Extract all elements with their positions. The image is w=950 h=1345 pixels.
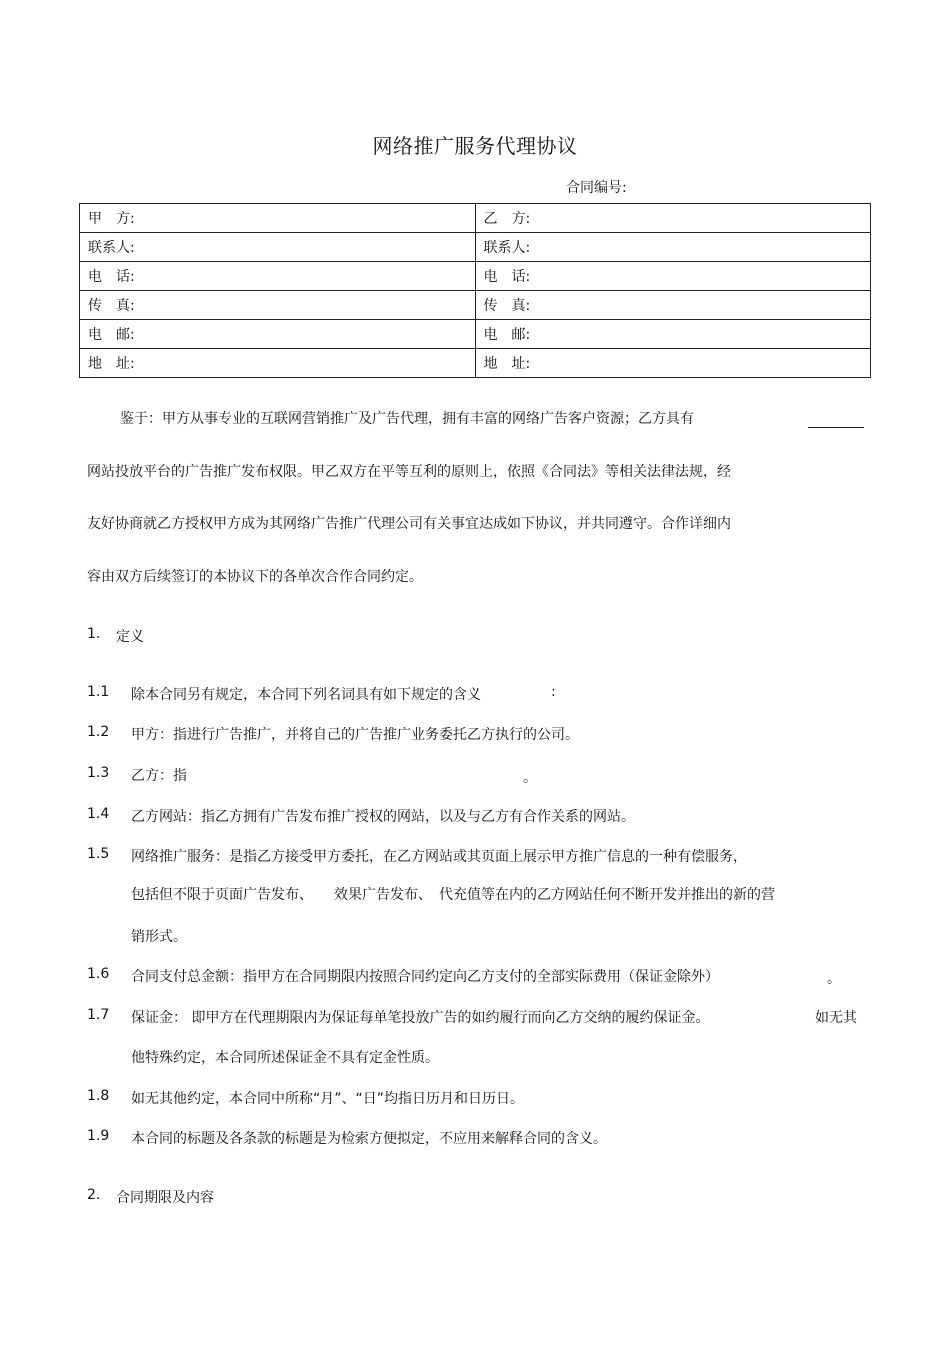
clause-tail: 。 — [523, 770, 537, 786]
clause-text: 如无其他约定，本合同中所称“月”、“日”均指日历月和日历日。 — [131, 1091, 525, 1107]
party-a-address: 地 址: — [80, 349, 476, 378]
clause-text: 甲方：指进行广告推广，并将自己的广告推广业务委托乙方执行的公司。 — [131, 727, 579, 743]
preamble-line: 友好协商就乙方授权甲方成为其网络广告推广代理公司有关事宜达成如下协议，并共同遵守。合作详细内 — [87, 516, 731, 532]
clause-text: 合同支付总金额：指甲方在合同期限内按照合同约定向乙方支付的全部实际费用（保证金除外） — [131, 969, 719, 985]
clause-number: 1.8 — [87, 1088, 110, 1104]
clause-continuation: 包括但不限于页面广告发布、 效果广告发布、 代充值等在内的乙方网站任何不断开发并推出的新的营 — [131, 887, 775, 903]
party-b-name: 乙 方: — [475, 204, 871, 233]
table-row — [80, 204, 871, 233]
clause-number: 1.1 — [87, 684, 110, 700]
clause-text: 除本合同另有规定，本合同下列名词具有如下规定的含义 — [131, 687, 481, 703]
party-b-fax: 传 真: — [475, 291, 871, 320]
clause-tail: : — [551, 684, 556, 700]
clause-text: 本合同的标题及各条款的标题是为检索方便拟定，不应用来解释合同的含义。 — [131, 1131, 607, 1147]
party-a-email: 电 邮: — [80, 320, 476, 349]
table-row — [80, 320, 871, 349]
clause-continuation: 销形式。 — [131, 929, 187, 945]
section-heading: 合同期限及内容 — [116, 1190, 214, 1206]
clause-number: 1.6 — [87, 966, 110, 982]
clause-number: 1.7 — [87, 1007, 110, 1023]
clause-text: 网络推广服务：是指乙方接受甲方委托，在乙方网站或其页面上展示甲方推广信息的一种有偿服务， — [131, 849, 747, 865]
clause-number: 1.5 — [87, 846, 110, 862]
clause-number: 1.2 — [87, 724, 110, 740]
section-number: 1. — [87, 626, 101, 642]
clause-number: 1.4 — [87, 806, 110, 822]
party-b-email: 电 邮: — [475, 320, 871, 349]
party-b-contact: 联系人: — [475, 233, 871, 262]
section-number: 2. — [87, 1187, 101, 1203]
blank-underline — [808, 426, 864, 428]
clause-text: 乙方：指 — [131, 768, 187, 784]
clause-text: 乙方网站：指乙方拥有广告发布推广授权的网站，以及与乙方有合作关系的网站。 — [131, 809, 635, 825]
document-title: 网络推广服务代理协议 — [372, 134, 578, 158]
parties-table — [79, 203, 871, 378]
clause-tail: 。 — [827, 971, 841, 987]
preamble-line: 容由双方后续签订的本协议下的各单次合作合同约定。 — [87, 569, 423, 585]
clause-number: 1.3 — [87, 765, 110, 781]
clause-tail: 如无其 — [815, 1010, 857, 1026]
clause-number: 1.9 — [87, 1128, 110, 1144]
section-heading: 定义 — [116, 629, 144, 645]
table-row — [80, 233, 871, 262]
contract-number-label: 合同编号: — [566, 180, 627, 196]
party-a-phone: 电 话: — [80, 262, 476, 291]
party-a-fax: 传 真: — [80, 291, 476, 320]
clause-text: 保证金： 即甲方在代理期限内为保证每单笔投放广告的如约履行而向乙方交纳的履约保证金。 — [131, 1010, 710, 1026]
clause-continuation: 他特殊约定，本合同所述保证金不具有定金性质。 — [131, 1050, 439, 1066]
party-b-address: 地 址: — [475, 349, 871, 378]
preamble-line: 鉴于：甲方从事专业的互联网营销推广及广告代理，拥有丰富的网络广告客户资源；乙方具有 — [120, 411, 694, 427]
table-row — [80, 262, 871, 291]
party-a-name: 甲 方: — [80, 204, 476, 233]
table-row — [80, 349, 871, 378]
party-a-contact: 联系人: — [80, 233, 476, 262]
party-b-phone: 电 话: — [475, 262, 871, 291]
table-row — [80, 291, 871, 320]
preamble-line: 网站投放平台的广告推广发布权限。甲乙双方在平等互利的原则上，依照《合同法》等相关法律法规，经 — [87, 464, 731, 480]
